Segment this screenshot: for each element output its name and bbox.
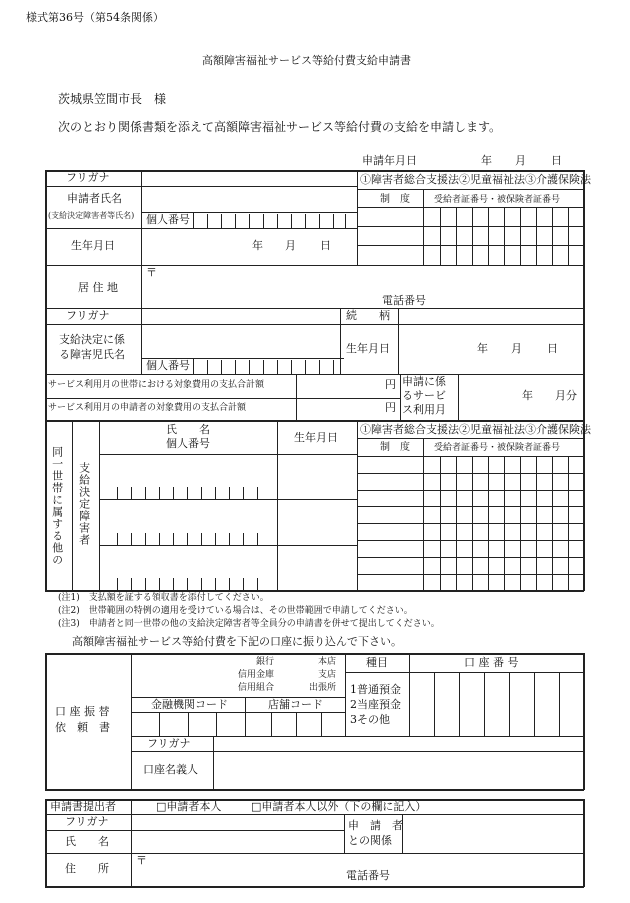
applicant-address-label: 居 住 地: [78, 281, 118, 294]
submitter-option-other[interactable]: □申請者本人以外（下の欄に記入）: [251, 800, 427, 813]
form-number: 様式第36号（第54条関係）: [26, 11, 164, 24]
form-title: 高額障害福祉サービス等給付費支給申請書: [202, 54, 411, 67]
service-year: 年: [522, 389, 533, 402]
account-number-label: 口 座 番 号: [464, 656, 519, 669]
applicant-birthdate-label: 生年月日: [71, 239, 115, 252]
child-my-number-label: 個人番号: [146, 359, 190, 372]
household-total-yen: 円: [385, 378, 396, 391]
submitter-relation-line2: との関係: [348, 834, 392, 847]
system-column-label: 制 度: [380, 194, 410, 205]
bank-type-1: 銀行: [256, 657, 275, 667]
certificate-column-label: 受給者証番号・被保険者証番号: [434, 195, 561, 205]
applicant-phone-label: 電話番号: [382, 294, 426, 307]
applicant-name-note: (支給決定障害者等氏名): [48, 211, 135, 220]
intro-text: 次のとおり関係書類を添えて高額障害福祉サービス等給付費の支給を申請します。: [58, 120, 502, 134]
bank-code-label: 金融機関コード: [151, 698, 228, 711]
note-1: (注1) 支払額を証する領収書を添付してください。: [58, 593, 269, 603]
bank-type-2: 信用金庫: [238, 670, 275, 680]
submitter-label: 申請書提出者: [50, 800, 116, 813]
applicant-total-label: サービス利用月の申請者の対象費用の支払合計額: [48, 403, 247, 413]
child-relation-label: 続 柄: [346, 309, 390, 322]
household-total-label: サービス利用月の世帯における対象費用の支払合計額: [48, 380, 265, 390]
child-name-label-line2: る障害児氏名: [59, 348, 125, 361]
service-month: 月分: [555, 389, 577, 402]
submitter-option-self[interactable]: □申請者本人: [156, 800, 222, 813]
child-birthdate-label: 生年月日: [346, 342, 390, 355]
service-month-label-line2: るサービ: [402, 389, 446, 402]
household-number-header: 個人番号: [166, 437, 210, 450]
submitter-address-label: 住 所: [65, 862, 109, 875]
child-birth-month: 月: [511, 342, 522, 355]
applicant-my-number-label: 個人番号: [146, 213, 190, 226]
household-birthdate-header: 生年月日: [294, 431, 338, 444]
account-type-label: 種目: [366, 656, 388, 669]
bank-intro: 高額障害福祉サービス等給付費を下記の口座に振り込んで下さい。: [72, 635, 402, 648]
applicant-furigana-label: フリガナ: [66, 171, 110, 184]
submitter-name-label: 氏 名: [65, 835, 109, 848]
submitter-relation-line1: 申 請 者: [348, 819, 403, 832]
applicant-name-label: 申請者氏名: [67, 192, 122, 205]
application-month: 月: [515, 154, 526, 167]
branch-type-1: 本店: [318, 657, 337, 667]
household-name-header: 氏 名: [166, 423, 210, 436]
account-option-3: 3その他: [350, 713, 390, 726]
bank-type-3: 信用組合: [238, 683, 275, 693]
note-3: (注3) 申請者と同一世帯の他の支給決定障害者等全員分の申請書を併せて提出してください。: [58, 619, 440, 629]
branch-code-label: 店舗コード: [268, 698, 323, 711]
submitter-furigana-label: フリガナ: [65, 815, 109, 828]
law-header: ①障害者総合支援法②児童福祉法③介護保険法: [360, 173, 591, 186]
service-month-label-line1: 申請に係: [402, 375, 446, 388]
household-inner-label: 支給決定障害者: [77, 462, 91, 546]
holder-label: 口座名義人: [143, 763, 198, 776]
child-birth-day: 日: [547, 342, 558, 355]
branch-type-3: 出張所: [309, 683, 337, 693]
child-name-label-line1: 支給決定に係: [59, 333, 125, 346]
bank-label-line1: 口 座 振 替: [55, 705, 110, 718]
household-law-header: ①障害者総合支援法②児童福祉法③介護保険法: [360, 423, 591, 436]
applicant-birth-day: 日: [320, 239, 331, 252]
submitter-postal-mark: 〒: [136, 854, 147, 867]
account-option-2: 2当座預金: [350, 698, 401, 711]
household-outer-label: 同一世帯に属する他の: [50, 446, 64, 566]
applicant-birth-year: 年: [252, 239, 263, 252]
branch-type-2: 支店: [318, 670, 337, 680]
submitter-phone-label: 電話番号: [346, 869, 390, 882]
application-year: 年: [481, 154, 492, 167]
application-day: 日: [551, 154, 562, 167]
applicant-postal-mark: 〒: [146, 266, 157, 279]
applicant-total-yen: 円: [385, 401, 396, 414]
bank-label-line2: 依 頼 書: [55, 721, 110, 734]
note-2: (注2) 世帯範囲の特例の適用を受けている場合は、その世帯範囲で申請してください。: [58, 606, 413, 616]
household-system-label: 制 度: [380, 442, 410, 453]
application-date-label: 申請年月日: [362, 154, 417, 167]
child-furigana-label: フリガナ: [66, 309, 110, 322]
child-birth-year: 年: [477, 342, 488, 355]
service-month-label-line3: ス利用月: [402, 403, 446, 416]
household-certificate-label: 受給者証番号・被保険者証番号: [434, 443, 561, 453]
addressee: 茨城県笠間市長 様: [58, 92, 167, 106]
applicant-birth-month: 月: [285, 239, 296, 252]
holder-furigana-label: フリガナ: [147, 737, 191, 750]
account-option-1: 1普通預金: [350, 683, 401, 696]
